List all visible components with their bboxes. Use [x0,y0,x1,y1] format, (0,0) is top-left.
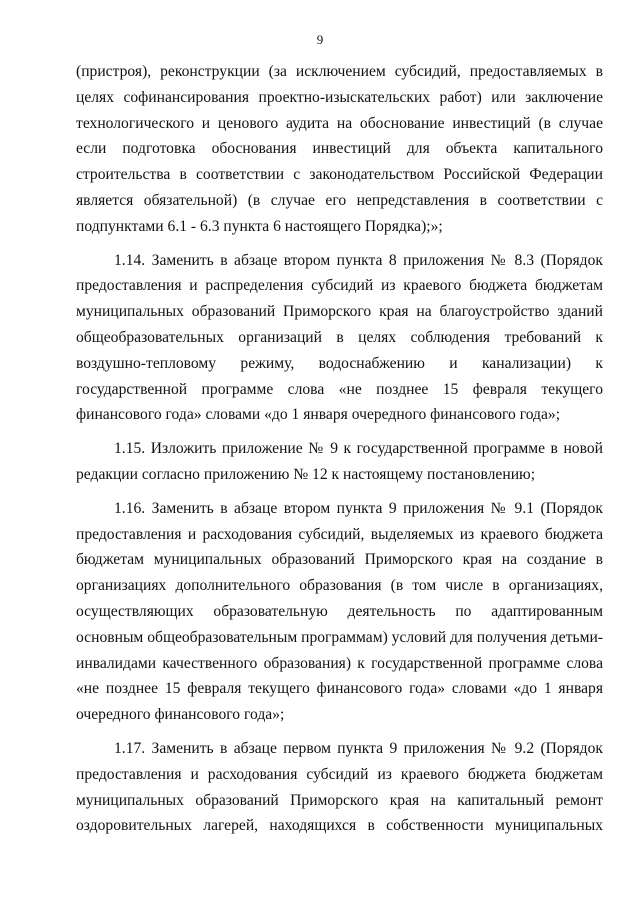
paragraph-continuation: (пристроя), реконструкции (за исключением субсидий, предоставляемых в целях софинансирования проектно-изыскательских работ) или заключение технологического и ценового аудита на обоснование инвестиций (в случае если подготовка обоснования инвестиций для объекта капитального строительства в соответствии с законодательством Российской Федерации является обязательной) (в случае его непредставления в соответствии с подпунктами 6.1 - 6.3 пункта 6 настоящего Порядка);»; [76,63,603,235]
page-number: 9 [316,32,324,47]
paragraph-item-1-15: 1.15. Изложить приложение № 9 к государственной программе в новой редакции согласно приложению № 12 к настоящему постановлению; [76,440,603,483]
document-body [76,59,603,839]
paragraph-item-1-17: 1.17. Заменить в абзаце первом пункта 9 приложения № 9.2 (Порядок предоставления и расходования субсидий из краевого бюджета бюджетам муниципальных образований Приморского края на капитальный ремонт оздоровительных лагерей, находящихся в собственности муниципальных [76,739,603,835]
paragraph-item-1-16: 1.16. Заменить в абзаце втором пункта 9 приложения № 9.1 (Порядок предоставления и расходования субсидий, выделяемых из краевого бюджета бюджетам муниципальных образований Приморского края на создание в организациях дополнительного образования (в том числе в организациях, осуществляющих образовательную деятельность по адаптированным основным общеобразовательным программам) условий для получения детьми-инвалидами качественного образования) к государственной программе слова «не позднее 15 февраля текущего финансового года» словами «до 1 января очередного финансового года»; [76,499,603,724]
paragraph-item-1-14: 1.14. Заменить в абзаце втором пункта 8 приложения № 8.3 (Порядок предоставления и распределения субсидий из краевого бюджета бюджетам муниципальных образований Приморского края на благоустройство зданий общеобразовательных организаций в целях соблюдения требований к воздушно-тепловому режиму, водоснабжению и канализации) к государственной программе слова «не позднее 15 февраля текущего финансового года» словами «до 1 января очередного финансового года»; [76,251,603,424]
